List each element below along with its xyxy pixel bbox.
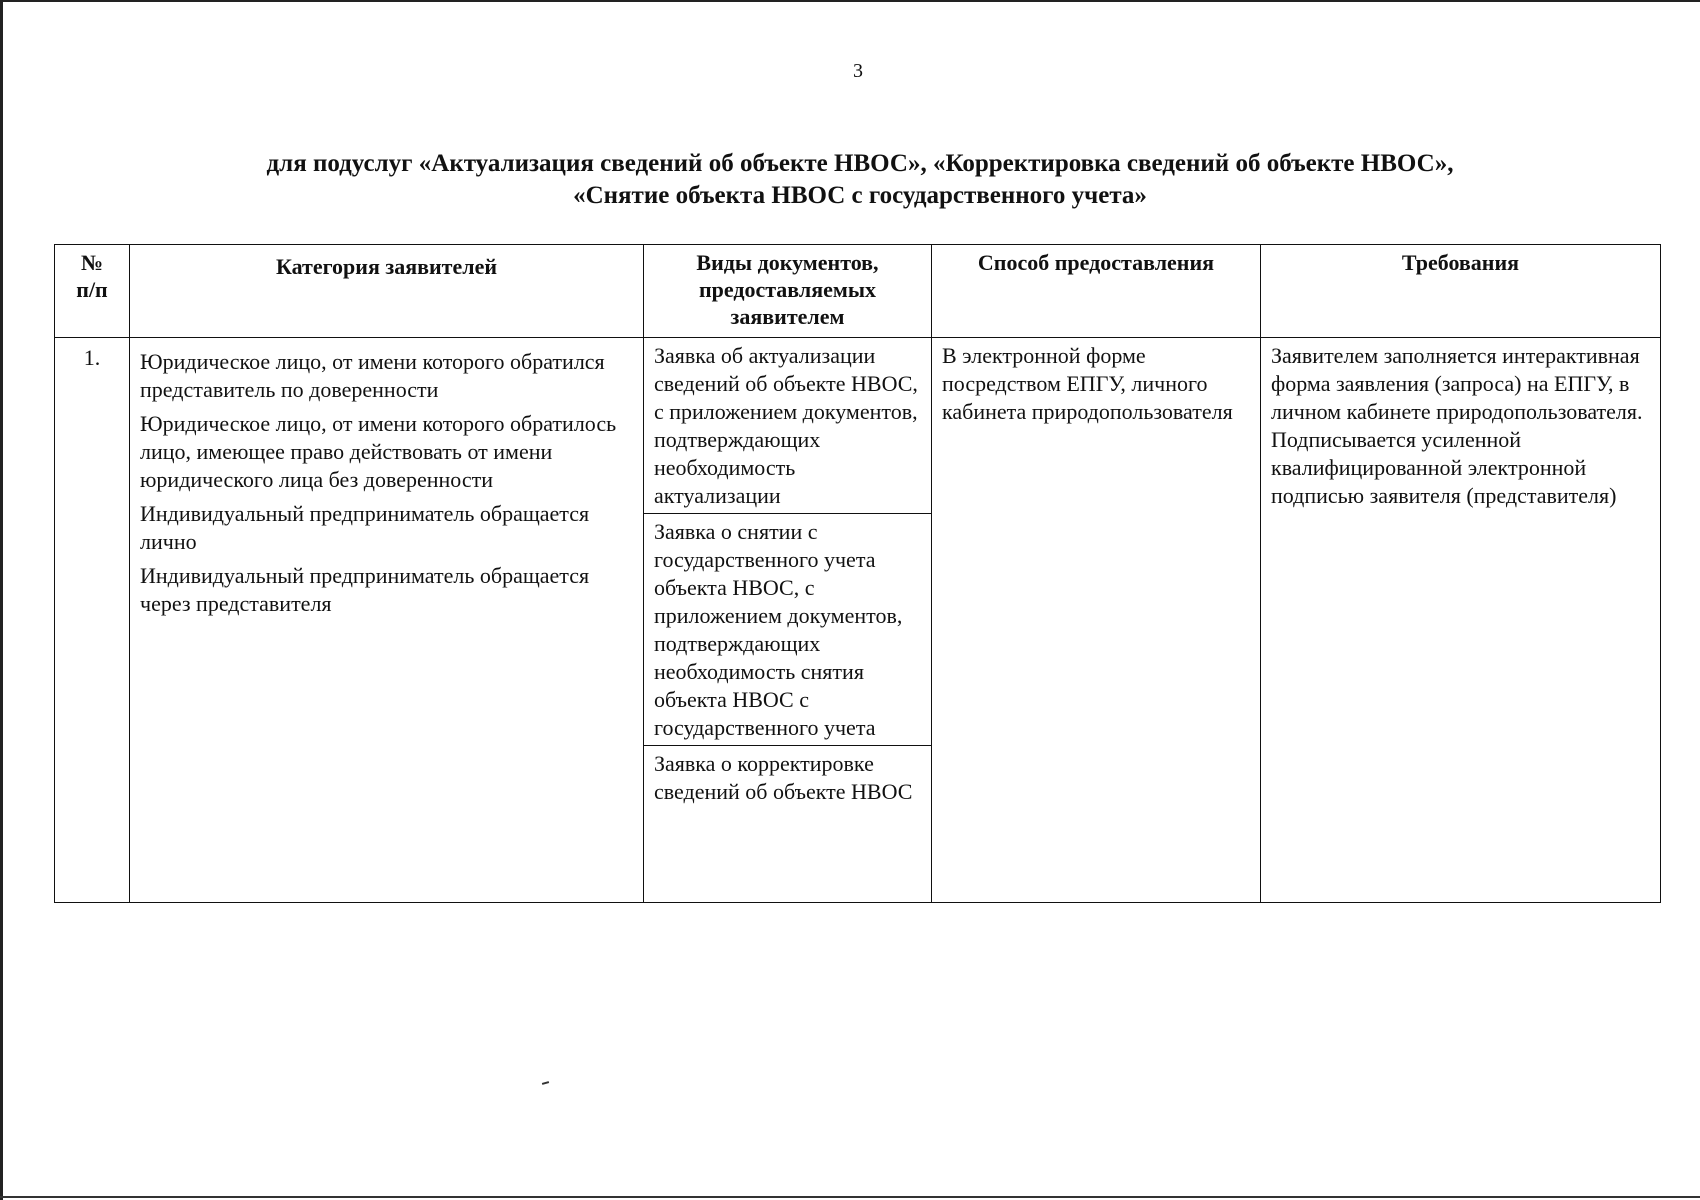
document-item-actualization: Заявка об актуализации сведений об объекте НВОС, с приложением документов, подтверждающих необходимость актуализации: [644, 338, 931, 514]
row-number: 1.: [55, 338, 130, 903]
document-item-removal: Заявка о снятии с государственного учета объекта НВОС, с приложением документов, подтверждающих необходимость снятия объекта НВОС с государственного учета: [644, 514, 931, 746]
applicant-category-list: [130, 338, 643, 618]
documents-cell: [644, 338, 932, 903]
table-header-row: [55, 245, 1661, 338]
applicant-category-item: Индивидуальный предприниматель обращается лично: [140, 501, 590, 554]
applicant-category-item: Юридическое лицо, от имени которого обратилось лицо, имеющее право действовать от имени юридического лица без доверенности: [140, 411, 617, 492]
header-method: Способ предоставления: [932, 245, 1261, 338]
table-row: [55, 338, 1661, 903]
document-title-line-1: для подуслуг «Актуализация сведений об объекте НВОС», «Корректировка сведений об объекте НВОС»,: [266, 150, 1454, 177]
scan-edge-top: [0, 0, 1700, 2]
scan-edge-left: [0, 0, 3, 1200]
document-title-line-2: «Снятие объекта НВОС с государственного учета»: [573, 182, 1147, 209]
applicant-category-cell: [130, 338, 644, 903]
scan-artifact-mark: [542, 1081, 549, 1085]
scan-edge-bottom: [0, 1196, 1700, 1198]
page-number: 3: [853, 60, 863, 82]
document-title: [60, 148, 1660, 212]
document-item-correction: Заявка о корректировке сведений об объекте НВОС: [654, 751, 913, 804]
requirements-cell: Заявителем заполняется интерактивная форма заявления (запроса) на ЕПГУ, в личном кабинете природопользователя. Подписывается усиленной квалифицированной электронной подписью заявителя (представителя): [1261, 338, 1661, 903]
header-category: Категория заявителей: [130, 245, 644, 338]
applicant-category-item: Индивидуальный предприниматель обращается через представителя: [140, 563, 590, 616]
header-requirements: Требования: [1261, 245, 1661, 338]
header-num: № п/п: [55, 245, 130, 338]
requirements-table: [54, 244, 1661, 903]
applicant-category-item: Юридическое лицо, от имени которого обратился представитель по доверенности: [140, 349, 605, 402]
header-documents: Виды документов, предоставляемых заявителем: [644, 245, 932, 338]
submission-method-cell: В электронной форме посредством ЕПГУ, личного кабинета природопользователя: [932, 338, 1261, 903]
